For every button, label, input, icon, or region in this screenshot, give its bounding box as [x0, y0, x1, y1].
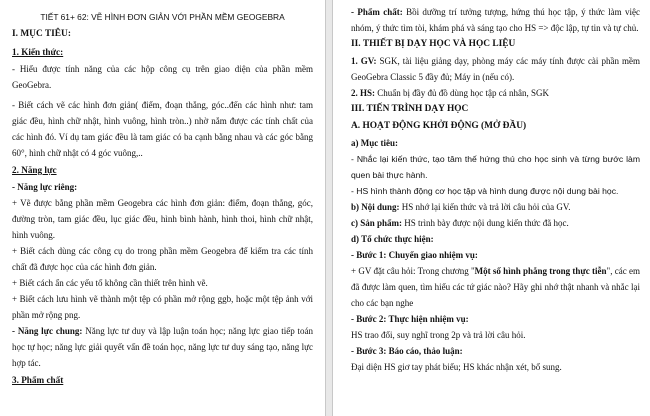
- teacher-text: SGK, tài liệu giảng dạy, phòng máy các máy tính được cài phần mềm GeoGebra Classic 5 đầy đủ; Máy in (nếu có).: [351, 56, 640, 82]
- subheading-qualities: 3. Phẩm chất: [12, 375, 64, 385]
- paragraph-student: [351, 85, 640, 101]
- label-general-competence: - Năng lực chung:: [12, 326, 83, 336]
- paragraph-content: [351, 199, 640, 215]
- label-qualities: - Phẩm chất:: [351, 7, 403, 17]
- step-1-label: - Bước 1: Chuyển giao nhiệm vụ:: [351, 250, 478, 260]
- paragraph-general-competence: [12, 323, 313, 371]
- general-competence-text: Năng lực tư duy và lập luận toán học; năng lực giao tiếp toán học tự học; năng lực giải quyết vấn đề toán học, năng lực tư duy sáng tạo, năng lực hợp tác.: [12, 326, 314, 368]
- step-3-text: Đại diện HS giơ tay phát biểu; HS khác nhận xét, bổ sung.: [351, 362, 562, 372]
- paragraph: + Biết cách dùng các công cụ do trong phần mềm Geogebra để kiểm tra các tính chất đã được học của các hình đơn giản.: [12, 246, 313, 272]
- subheading-knowledge: 1. Kiến thức:: [12, 47, 64, 57]
- paragraph-teacher: [351, 53, 640, 85]
- step-2-label: - Bước 2: Thực hiện nhiệm vụ:: [351, 314, 469, 324]
- student-text: Chuẩn bị đầy đủ đồ dùng học tập cá nhân, SGK: [375, 88, 549, 98]
- content-text: HS nhớ lại kiến thức và trả lời câu hỏi của GV.: [399, 202, 571, 212]
- paragraph: + Biết cách ẩn các yếu tố không cần thiết trên hình vẽ.: [12, 278, 208, 288]
- subheading-competence: 2. Năng lực: [12, 165, 57, 175]
- label-student: 2. HS:: [351, 88, 376, 98]
- section-heading-process: III. TIẾN TRÌNH DẠY HỌC: [351, 104, 469, 114]
- paragraph: + Vẽ được bằng phần mềm Geogebra các hình đơn giản: điểm, đoạn thẳng, góc, đường tròn, tam giác đều, lục giác đều, hình bình hành, hình thoi, hình chữ nhật, hình vuông.: [12, 198, 313, 240]
- paragraph: - HS hình thành động cơ học tập và hình dung được nội dung bài học.: [351, 186, 619, 196]
- qualities-text: Bồi dưỡng trí tưởng tượng, hứng thú học tập, ý thức làm việc nhóm, ý thức tìm tòi, khám phá và sáng tạo cho HS => độc lập, tự tin và tự chủ.: [351, 7, 641, 33]
- label-teacher: 1. GV:: [351, 56, 377, 66]
- section-heading-activity: A. HOẠT ĐỘNG KHỞI ĐỘNG (MỞ ĐẦU): [351, 121, 527, 131]
- label-product: c) Sản phẩm:: [351, 218, 403, 228]
- step-1-text-a: + GV đặt câu hỏi: Trong chương ": [351, 266, 475, 276]
- document-page-right: [332, 0, 650, 416]
- step-2-text: HS trao đổi, suy nghĩ trong 2p và trả lời câu hỏi.: [351, 330, 526, 340]
- paragraph: - Biết cách vẽ các hình đơn giản( điểm, đoạn thẳng, góc..đến các hình như: tam giác đều, hình chữ nhật, hình vuông, hình tròn..) nhờ nắm được các tính chất của các hình đó. Ví dụ tam giác đều là tam giác có ba cạnh bằng nhau và các góc bằng 60°, hình chữ nhật có 4 góc vuông,..: [12, 100, 313, 158]
- paragraph: - Hiểu được tính năng của các hộp công cụ trên giao diện của phần mềm GeoGebra.: [12, 64, 313, 90]
- paragraph-product: [351, 215, 640, 231]
- paragraph: - Nhắc lại kiến thức, tạo tâm thế hứng thú cho học sinh và từng bước làm quen bài thực hành.: [351, 154, 640, 180]
- step-1-text-b: ", các em đã được làm quen, tìm hiểu các tứ giác nào? Hãy ghi nhớ thật nhanh và nhắc lại cho các bạn nghe: [351, 266, 640, 308]
- paragraph-qualities: [351, 4, 640, 36]
- label-organization: d) Tổ chức thực hiện:: [351, 234, 434, 244]
- product-text: HS trình bày được nội dung kiến thức đã học.: [402, 218, 569, 228]
- chapter-name: Một số hình phẳng trong thực tiễn: [474, 266, 607, 276]
- label-specific-competence: - Năng lực riêng:: [12, 182, 78, 192]
- label-content: b) Nội dung:: [351, 202, 400, 212]
- section-heading-equipment: II. THIẾT BỊ DẠY HỌC VÀ HỌC LIỆU: [351, 39, 516, 49]
- section-heading-objectives: I. MỤC TIÊU:: [12, 29, 71, 39]
- step-3-label: - Bước 3: Báo cáo, thảo luận:: [351, 346, 463, 356]
- lesson-title: TIẾT 61+ 62: VẼ HÌNH ĐƠN GIẢN VỚI PHẦN MỀM GEOGEBRA: [40, 12, 285, 22]
- label-objective: a) Mục tiêu:: [351, 138, 398, 148]
- step-1-text: [351, 263, 640, 311]
- paragraph: + Biết cách lưu hình vẽ thành một tệp có phần mở rộng ggb, hoặc một tệp ảnh với phần mở rộng png.: [12, 294, 313, 320]
